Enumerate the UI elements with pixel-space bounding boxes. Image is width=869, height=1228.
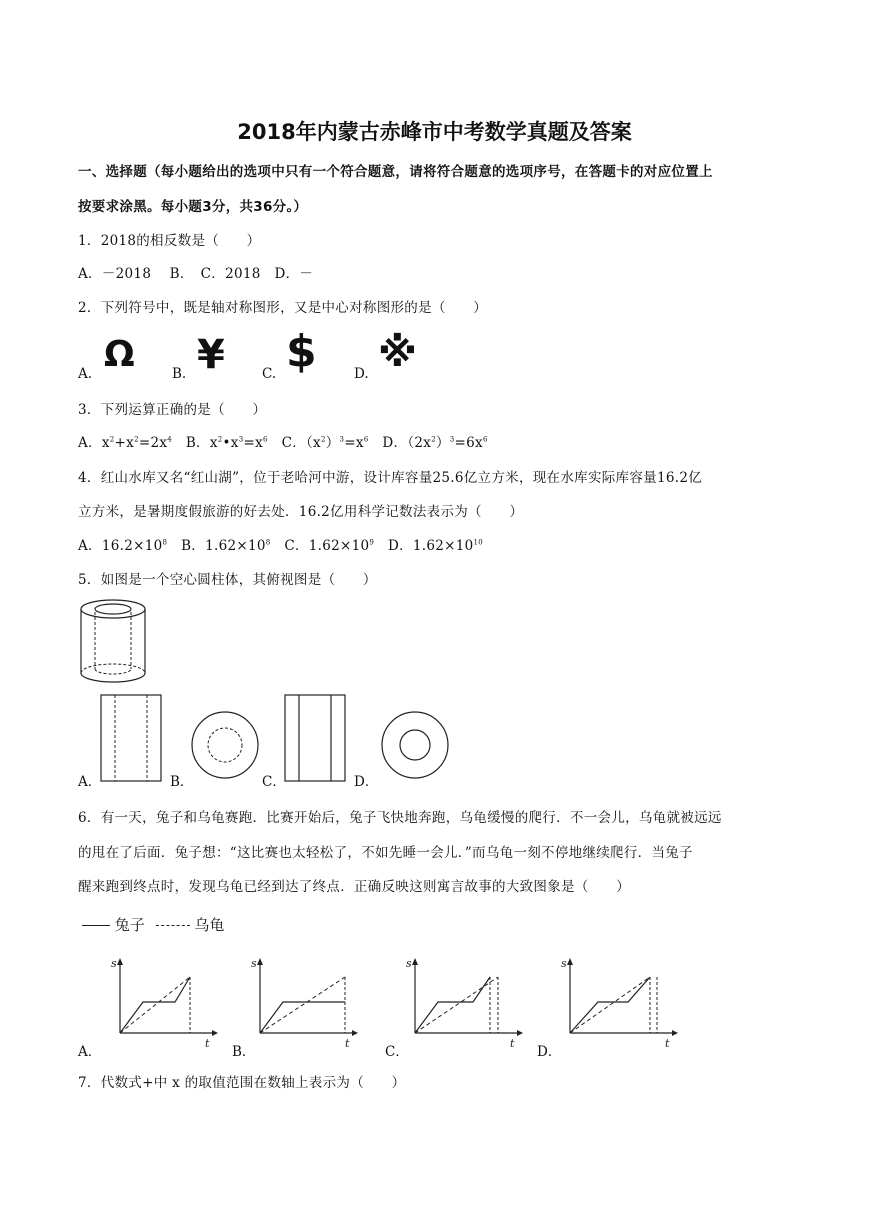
q4-options: A．$16.2\times 10^8$ B．$1.62\times 10^8$ C．$1.62\times 10^9$ D．$1.62\times 10^{10}$ — [78, 538, 484, 554]
legend-turtle: 乌龟 — [194, 916, 225, 934]
graph-b-t-label: t — [345, 1037, 350, 1050]
q5-label-b: B． — [170, 774, 194, 790]
option-d-ring-solid — [380, 710, 450, 780]
dollar-symbol: $ — [286, 326, 317, 377]
option-a-rect-dashed — [100, 694, 162, 784]
legend-solid-line — [82, 925, 110, 926]
graph-c-s-label: s — [406, 957, 412, 970]
graph-c — [405, 955, 525, 1050]
legend-rabbit: 兔子 — [114, 916, 145, 934]
option-c-rect-solid — [284, 694, 346, 784]
option-b-ring-dashed — [190, 710, 260, 780]
graph-d-s-label: s — [561, 957, 567, 970]
q2-label-d: D. — [354, 366, 369, 382]
graph-d — [560, 955, 680, 1050]
hollow-cylinder-figure — [78, 597, 148, 687]
q3-options: A．$x^2+x^2=2x^4$ B．$x^2•x^3=x^6$ C．$(x^2)^3=x^6$ D．$(2x^2)^3=6x^6$ — [78, 435, 488, 451]
yen-symbol: ¥ — [197, 332, 225, 378]
q2-stem: 2．下列符号中，既是轴对称图形，又是中心对称图形的是（ ） — [78, 300, 488, 316]
section-heading-line1: 一、选择题（每小题给出的选项中只有一个符合题意，请将符合题意的选项序号，在答题卡的对应位置上 — [78, 164, 713, 180]
q7-stem: 7．代数式+中 x 的取值范围在数轴上表示为（ ） — [78, 1075, 406, 1091]
graph-a-t-label: t — [205, 1037, 210, 1050]
q1-stem: 1．2018的相反数是（ ） — [78, 233, 261, 249]
q6-label-b: B． — [232, 1044, 256, 1060]
section-heading-line2: 按要求涂黑。每小题3分，共36分。） — [78, 199, 308, 215]
q1-options: A．－2018 B． C．2018 D．－ — [78, 266, 314, 282]
q4-line2: 立方米，是暑期度假旅游的好去处．16.2亿用科学记数法表示为（ ） — [78, 504, 524, 520]
q5-label-d: D． — [354, 774, 379, 790]
q5-label-c: C． — [262, 774, 286, 790]
graph-a — [110, 955, 220, 1050]
q6-label-c: C． — [385, 1044, 409, 1060]
q2-label-b: B. — [172, 366, 187, 382]
reference-mark-symbol: ※ — [378, 330, 417, 376]
q3-stem: 3．下列运算正确的是（ ） — [78, 402, 267, 418]
graph-c-t-label: t — [510, 1037, 515, 1050]
q2-label-c: C. — [262, 366, 277, 382]
omega-symbol: Ω — [104, 334, 135, 375]
page-title: 2018年内蒙古赤峰市中考数学真题及答案 — [237, 120, 632, 144]
q5-stem: 5．如图是一个空心圆柱体，其俯视图是（ ） — [78, 572, 377, 588]
q6-label-d: D． — [537, 1044, 562, 1060]
graph-legend — [82, 914, 224, 935]
legend-dashed-line — [156, 925, 190, 926]
graph-b-s-label: s — [251, 957, 257, 970]
q6-line1: 6．有一天，兔子和乌龟赛跑．比赛开始后，兔子飞快地奔跑，乌龟缓慢的爬行．不一会儿，乌龟就被远远 — [78, 810, 722, 826]
graph-b — [250, 955, 360, 1050]
q6-line2: 的甩在了后面．兔子想：“这比赛也太轻松了，不如先睡一会儿．”而乌龟一刻不停地继续爬行．当兔子 — [78, 845, 693, 861]
graph-d-t-label: t — [665, 1037, 670, 1050]
q2-label-a: A. — [78, 366, 93, 382]
graph-a-s-label: s — [111, 957, 117, 970]
q6-line3: 醒来跑到终点时，发现乌龟已经到达了终点．正确反映这则寓言故事的大致图象是（ ） — [78, 879, 630, 895]
q6-label-a: A． — [78, 1044, 102, 1060]
q4-line1: 4．红山水库又名“红山湖”，位于老哈河中游，设计库容量25.6亿立方米，现在水库实际库容量16.2亿 — [78, 470, 703, 486]
q5-label-a: A． — [78, 774, 102, 790]
